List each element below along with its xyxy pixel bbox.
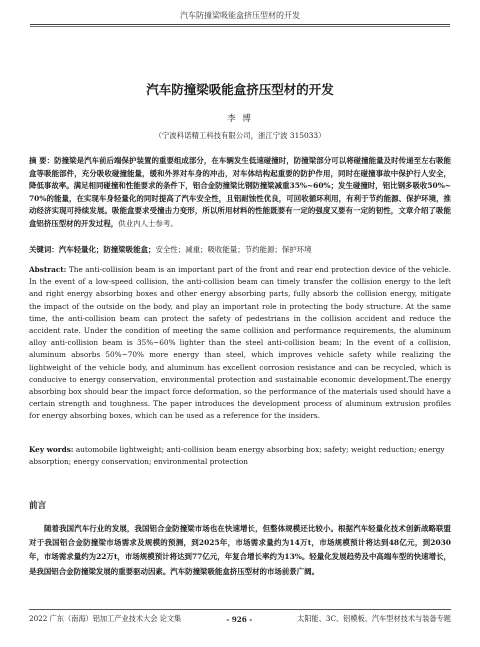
abstract-cn (29, 155, 451, 231)
keywords-cn-label: 关键词： (29, 245, 59, 254)
keywords-cn (29, 244, 451, 255)
abstract-en-text: The anti-collision beam is an important part of the front and rear end protection device of the vehicle. In the event of a low-speed collision, the anti-collision beam can timely transfer the collision energy to the left and right energy absorbing boxes and other energy absorbing parts, fully absorb the collision energy, mitigate the impact of the outside on the body, and play an important role in protecting the body structure. At the same time, the anti-collision beam can protect the safety of pedestrians in the collision accident and reduce the accident rate. Under the condition of meeting the same collision and performance requirements, the aluminum alloy anti-collision beam is 35%~60% lighter than the steel anti-collision beam; In the event of a collision, aluminum absorbs 50%~70% more energy than steel, which improves vehicle safety while realizing the lightweight of the vehicle body, and aluminum has excellent corrosion resistance and can be recycled, which is conducive to energy conservation, environmental protection and sustainable economic development.The energy absorbing box should bear the impact force deformation, so the performance of the materials used should have a certain strength and toughness. The paper introduces the development process of aluminum extrusion profiles for energy absorbing boxes, which can be used as a reference for the insiders. (29, 265, 451, 421)
abstract-en-label: Abstract: (29, 265, 67, 274)
article-title: 汽车防撞梁吸能盒挤压型材的开发 (146, 82, 334, 97)
section-title-intro: 前言 (29, 501, 47, 511)
keywords-en-label: Key words: (29, 445, 74, 454)
header-rule (30, 24, 450, 25)
header-rule-thin (30, 26, 450, 27)
running-head: 汽车防撞梁吸能盒挤压型材的开发 (180, 11, 300, 20)
affiliation: （宁波科诺精工科技有限公司，浙江宁波 315033） (154, 131, 326, 140)
abstract-cn-text: 防撞梁是汽车前后端保护装置的重要组成部分，在车辆发生低速碰撞时，防撞梁部分可以将碰撞能量及时传递至左右吸能盒等吸能部件，充分吸收碰撞能量，缓和外界对车身的冲击，对车体结构起重要的防护作用，同时在碰撞事故中保护行人安全，降低事故率。满足相同碰撞和性能要求的条件下，铝合金防撞梁比钢防撞梁减重35%~60%；发生碰撞时，铝比钢多吸收50%~70%的能量，在实现车身轻量化的同时提高了汽车安全性，且铝耐蚀性优良，可回收循环利用，有利于节约能源、保护环境，推动经济实现可持续发展。吸能盒要求受撞击力变形，所以所用材料的性能既要有一定的强度又要有一定的韧性，文章介绍了吸能盒铝挤压型材的开发过程， (29, 156, 451, 228)
abstract-cn-label: 摘 要： (29, 156, 55, 165)
footer-topic: 太阳能、3C、铝模板、汽车型材技术与装备专题 (297, 614, 451, 623)
page-number: - 926 - (226, 614, 253, 624)
keywords-cn-pre: 汽车轻量化；防撞梁吸能盒； (58, 245, 156, 254)
abstract-en (29, 264, 451, 423)
page-footer (29, 614, 451, 624)
footer-rule (29, 609, 451, 610)
keywords-en (29, 444, 451, 468)
keywords-cn-rest: 安全性；减重；吸收能量；节约能源；保护环境 (155, 245, 312, 254)
abstract-cn-tail: 供业内人士参考。 (118, 218, 178, 228)
author: 李 博 (227, 114, 253, 124)
keywords-en-text: automobile lightweight; anti-collision beam energy absorbing box; safety; weight reduction; energy absorption; energy conservation; environmental protection (29, 445, 445, 467)
intro-paragraph: 随着我国汽车行业的发展，我国铝合金防撞梁市场也在快速增长，但整体规模还比较小。根据汽车轻量化技术创新战略联盟对于我国铝合金防撞梁市场需求及规模的预测，到2025年，市场需求量约为14万t，市场规模预计将达到48亿元，到2030年，市场需求量约为22万t，市场规模预计将达到77亿元，年复合增长率约为13%。轻量化发展趋势及中高端车型的快速增长，是我国铝合金防撞梁发展的重要驱动因素。汽车防撞梁吸能盒挤压型材的市场前景广阔。 (29, 524, 451, 576)
footer-proceedings: 2022 广东（南海）铝加工产业技术大会 论文集 (29, 614, 182, 623)
